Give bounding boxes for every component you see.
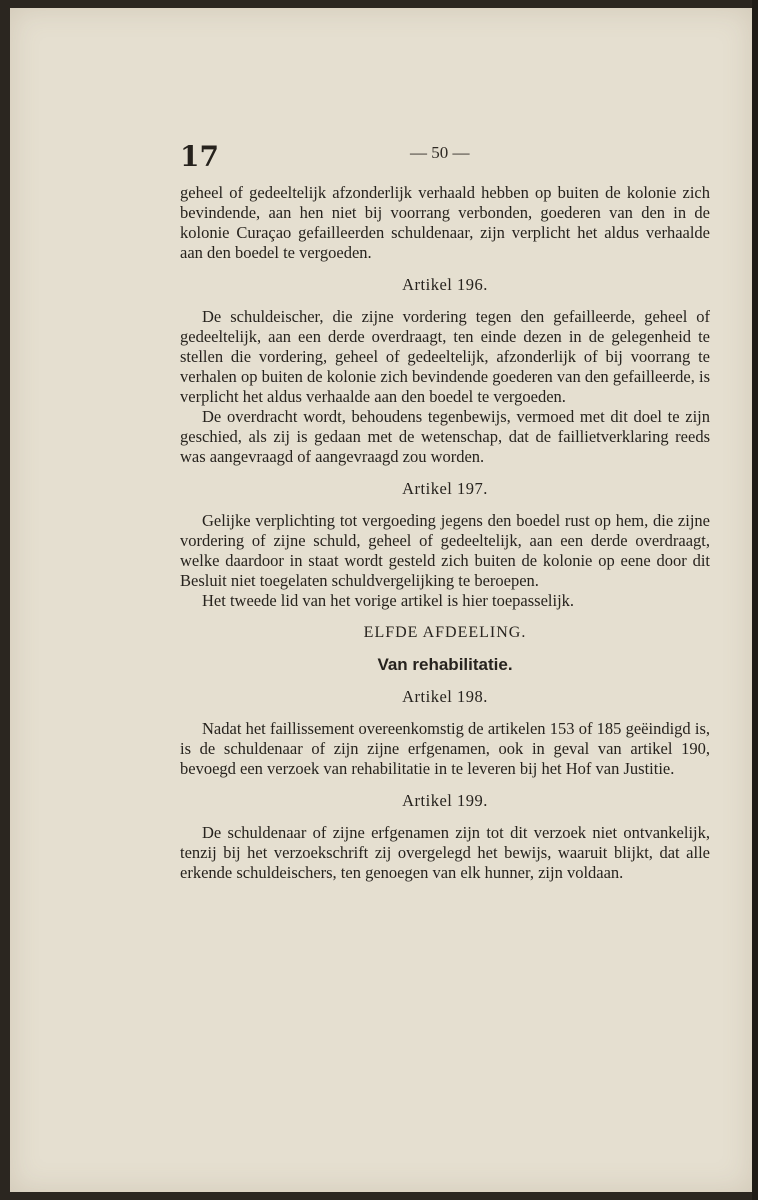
page-header — [180, 140, 710, 180]
paragraph: De schuldeischer, die zijne vordering tegen den gefailleerde, geheel of gedeeltelijk, aan een derde overdraagt, ten einde dezen in de gelegenheid te stellen die vordering, geheel of gedeeltelijk, afzonderlijk of bij voorrang te verhalen op buiten de kolonie zich bevindende goederen van den gefailleerde, is verplicht het aldus verhaalde aan den boedel te vergoeden. — [180, 307, 710, 406]
paragraph: Gelijke verplichting tot vergoeding jegens den boedel rust op hem, die zijne vordering of zijne schuld, geheel of gedeeltelijk, aan een derde overdraagt, welke daardoor in staat wordt gesteld zich buiten de kolonie op eene door dit Besluit niet toegelaten schuldvergelijking te beroepen. — [180, 511, 710, 590]
body-text — [180, 183, 710, 883]
section-heading: ELFDE AFDEELING. — [363, 624, 527, 641]
article-heading: Artikel 199. — [402, 791, 488, 810]
paragraph: Het tweede lid van het vorige artikel is hier toepasselijk. — [202, 591, 575, 610]
section-title: Van rehabilitatie. — [377, 655, 513, 674]
page-number: — 50 — — [410, 143, 470, 162]
article-heading: Artikel 198. — [402, 687, 488, 706]
paragraph: geheel of gedeeltelijk afzonderlijk verhaald hebben op buiten de kolonie zich bevindende, aan hen niet bij voorrang verbonden, goederen van den in de kolonie Curaçao gefailleerden schuldenaar, zijn verplicht het aldus verhaalde aan den boedel te vergoeden. — [180, 183, 710, 262]
page-edge — [752, 0, 758, 1200]
paragraph: Nadat het faillissement overeenkomstig de artikelen 153 of 185 geëindigd is, is de schuldenaar of zijn zijne erfgenamen, ook in geval van artikel 190, bevoegd een verzoek van rehabilitatie in te leveren bij het Hof van Justitie. — [180, 719, 710, 778]
paragraph: De schuldenaar of zijne erfgenamen zijn tot dit verzoek niet ontvankelijk, tenzij bij het verzoekschrift zij overgelegd het bewijs, waaruit blijkt, dat alle erkende schuldeischers, ten genoegen van elk hunner, zijn voldaan. — [180, 823, 710, 882]
article-heading: Artikel 196. — [402, 275, 488, 294]
article-heading: Artikel 197. — [402, 479, 488, 498]
paragraph: De overdracht wordt, behoudens tegenbewijs, vermoed met dit doel te zijn geschied, als zij is gedaan met de wetenschap, dat de faillietverklaring reeds was aangevraagd of aangevraagd zou worden. — [180, 407, 710, 466]
sheet-number: 17 — [180, 140, 219, 173]
